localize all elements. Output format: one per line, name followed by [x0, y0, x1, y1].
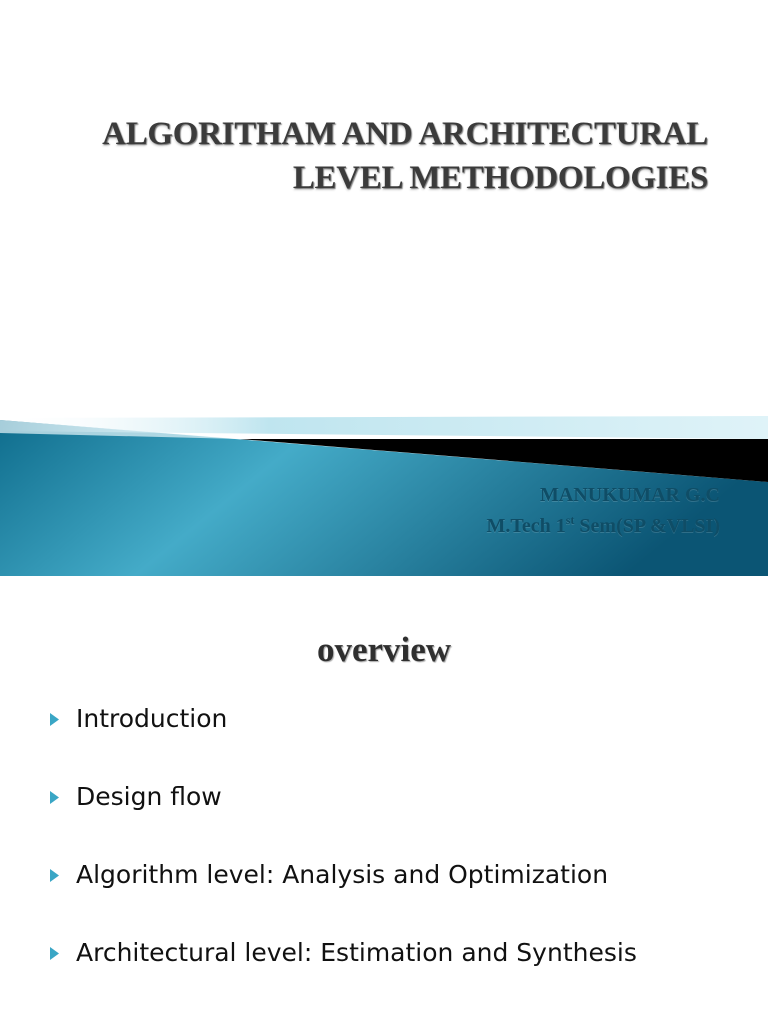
slide-title [40, 112, 708, 200]
slide-title-line-1: ALGORITHAM AND ARCHITECTURAL [102, 116, 708, 152]
bullet-text: Architectural level: Estimation and Synthesis [76, 938, 637, 967]
triangle-bullet-icon [50, 777, 76, 817]
course-superscript: st [565, 513, 575, 527]
course-line [360, 511, 720, 544]
overview-slide [0, 576, 768, 1024]
slide-title-line-2: LEVEL METHODOLOGIES [292, 160, 708, 196]
triangle-bullet-icon [50, 933, 76, 973]
author-name: MANUKUMAR G.C [540, 484, 720, 506]
triangle-bullet-icon [50, 855, 76, 895]
list-item [50, 699, 740, 777]
bullet-text: Algorithm level: Analysis and Optimization [76, 860, 609, 889]
author-block [360, 480, 720, 544]
triangle-bullet-icon [50, 699, 76, 739]
bullet-text: Design flow [76, 782, 222, 811]
list-item [50, 933, 740, 1011]
list-item [50, 777, 740, 855]
bullet-text: Introduction [76, 704, 228, 733]
course-suffix: Sem(SP &VLSI) [574, 515, 720, 537]
overview-bullet-list [50, 699, 740, 1011]
course-prefix: M.Tech 1 [486, 515, 566, 537]
overview-title: overview [316, 630, 452, 669]
list-item [50, 855, 740, 933]
